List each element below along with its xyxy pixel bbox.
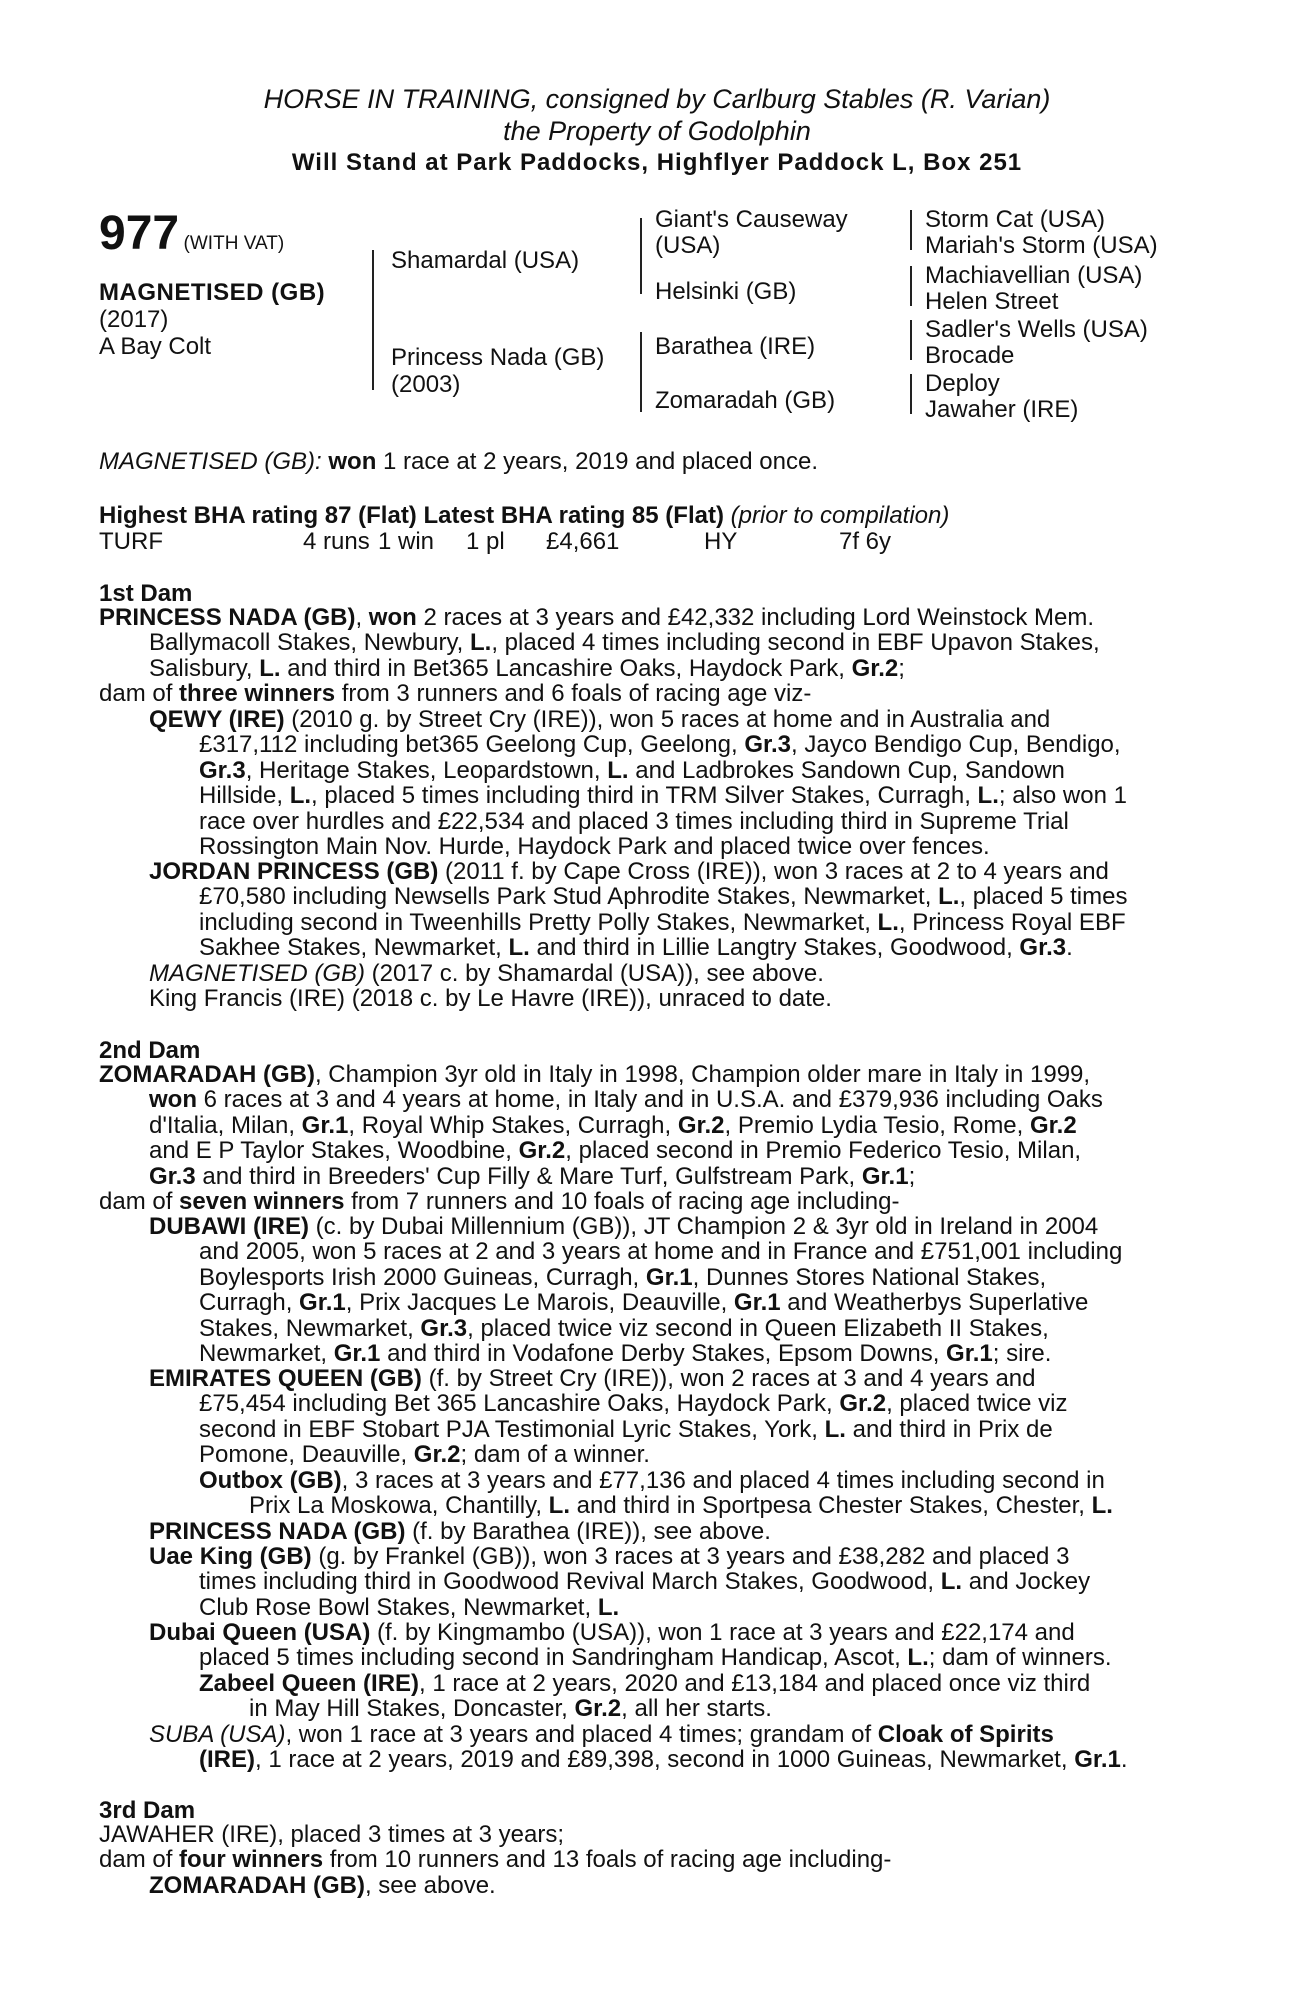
horse-description: A Bay Colt <box>99 333 212 360</box>
bracket-sire <box>640 218 642 294</box>
gen3-8: Jawaher (IRE) <box>925 396 1079 423</box>
property-line: the Property of Godolphin <box>503 116 811 146</box>
consignment-line: HORSE IN TRAINING, consigned by Carlburg Stables (R. Varian) <box>263 84 1051 114</box>
dam-sire: Barathea (IRE) <box>655 333 816 360</box>
gen3-5: Sadler's Wells (USA) <box>925 316 1148 343</box>
second-dam-entry: ZOMARADAH (GB), Champion 3yr old in Italy in 1998, Champion older mare in Italy in 1999, won 6 races at 3 and 4 years at home, in Italy and in U.S.A. and £379,936 including Oaks d'Italia, Milan, Gr.1, Royal Whip Stakes, Curragh, Gr.2, Premio Lydia Tesio, Rome, Gr.2 and E P Taylor Stakes, Woodbine, Gr.2, placed second in Premio Federico Tesio, Milan, Gr.3 and third in Breeders' Cup Filly & Mare Turf, Gulfstream Park, Gr.1; dam of seven winners from 7 runners and 10 foals of racing age including- <box>99 1061 1103 1216</box>
third-dam-entry: JAWAHER (IRE), placed 3 times at 3 years; dam of four winners from 10 runners and 13 foals of racing age including- <box>99 1821 892 1874</box>
race-summary: MAGNETISED (GB): won 1 race at 2 years, 2019 and placed once. <box>99 448 818 475</box>
offspring-jordan-princess: JORDAN PRINCESS (GB) (2011 f. by Cape Cross (IRE)), won 3 races at 2 to 4 years and £70,580 including Newsells Park Stud Aphrodite Stakes, Newmarket, L., placed 5 times including second in Tweenhills Pretty Polly Stakes, Newmarket, L., Princess Royal EBF Sakhee Stakes, Newmarket, L. and third in Lillie Langtry Stakes, Goodwood, Gr.3. <box>149 858 1128 962</box>
sire-dam: Helsinki (GB) <box>655 278 797 305</box>
offspring-princess-nada: PRINCESS NADA (GB) (f. by Barathea (IRE)), see above. <box>149 1518 771 1545</box>
horse-name: MAGNETISED (GB) <box>99 279 326 306</box>
gen3-2: Mariah's Storm (USA) <box>925 232 1158 259</box>
dam-dam: Zomaradah (GB) <box>655 387 836 414</box>
offspring-emirates-queen: EMIRATES QUEEN (GB) (f. by Street Cry (IRE)), won 2 races at 3 and 4 years and £75,454 including Bet 365 Lancashire Oaks, Haydock Park, Gr.2, placed twice viz second in EBF Stobart PJA Testimonial Lyric Stakes, York, L. and third in Prix de Pomone, Deauville, Gr.2; dam of a winner. <box>149 1365 1068 1469</box>
gen3-7: Deploy <box>925 370 1000 397</box>
offspring-qewy: QEWY (IRE) (2010 g. by Street Cry (IRE)), won 5 races at home and in Australia and £317,112 including bet365 Geelong Cup, Geelong, Gr.3, Jayco Bendigo Cup, Bendigo, Gr.3, Heritage Stakes, Leopardstown, L. and Ladbrokes Sandown Cup, Sandown Hillside, L., placed 5 times including third in TRM Silver Stakes, Curragh, L.; also won 1 race over hurdles and £22,534 and placed 3 times including third in Supreme Trial Rossington Main Nov. Hurde, Haydock Park and placed twice over fences. <box>149 706 1127 861</box>
second-dam-heading: 2nd Dam <box>99 1037 201 1064</box>
offspring-zomaradah: ZOMARADAH (GB), see above. <box>149 1872 496 1899</box>
first-dam-entry: PRINCESS NADA (GB), won 2 races at 3 years and £42,332 including Lord Weinstock Mem. Ballymacoll Stakes, Newbury, L., placed 4 times including second in EBF Upavon Stakes, Salisbury, L. and third in Bet365 Lancashire Oaks, Haydock Park, Gr.2; dam of three winners from 3 runners and 6 foals of racing age viz- <box>99 604 1100 708</box>
bracket-dam <box>640 332 642 412</box>
sire-sire: Giant's Causeway <box>655 206 848 233</box>
gen3-1: Storm Cat (USA) <box>925 206 1106 233</box>
dam-year: (2003) <box>391 371 461 398</box>
offspring-zabeel-queen: Zabeel Queen (IRE), 1 race at 2 years, 2020 and £13,184 and placed once viz third in May Hill Stakes, Doncaster, Gr.2, all her starts. <box>199 1670 1091 1723</box>
gen3-3: Machiavellian (USA) <box>925 262 1143 289</box>
lot-number-block <box>99 206 284 261</box>
location-line: Will Stand at Park Paddocks, Highflyer Paddock L, Box 251 <box>291 149 1023 176</box>
gen3-6: Brocade <box>925 342 1015 369</box>
offspring-dubai-queen: Dubai Queen (USA) (f. by Kingmambo (USA)), won 1 race at 3 years and £22,174 and placed 5 times including second in Sandringham Handicap, Ascot, L.; dam of winners. <box>149 1619 1112 1672</box>
lot-number: 977 <box>99 207 180 260</box>
catalogue-page: HORSE IN TRAINING, consigned by Carlburg Stables (R. Varian) the Property of Godolphin Will Stand at Park Paddocks, Highflyer Paddock L, Box 251 977 (WITH VAT) MAGNETISED (GB) (2017) A Bay Colt Shamardal (USA) Princess Nada (GB) (2003) Giant's Causeway (USA) Helsinki (GB) Barathea (IRE) Zomaradah (GB) Storm Cat (USA) Mariah's Storm (USA) Machiavellian (USA) Helen Street Sadler's Wells (USA) Brocade Deploy Jawaher (IRE) MAGNETISED (GB): won 1 race at 2 years, 2019 and placed once. Highest BHA rating 87 (Flat) Latest BHA rating 85 (Flat) (prior to compilation) TURF 4 runs 1 win 1 pl £4,661 HY 7f 6y 1st Dam PRINCESS NADA (GB), won 2 races at 3 years and £42,332 including Lord Weinstock Mem. Ballymacoll Stakes, Newbury, L., placed 4 times including second in EBF Upavon Stakes, Salisbury, L. and third in Bet365 Lancashire Oaks, Haydock Park, Gr.2; dam of three winners from 3 runners and 6 foals of racing age viz- QEWY (IRE) (2010 g. by Street Cry (IRE)), won 5 races at home and in Australia and £317,112 including bet365 Geelong Cup, Geelong, Gr.3, Jayco Bendigo Cup, Bendigo, Gr.3, Heritage Stakes, Leopardstown, L. and Ladbrokes Sandown Cup, Sandown Hillside, L., placed 5 times including third in TRM Silver Stakes, Curragh, L.; also won 1 race over hurdles and £22,534 and placed 3 times including third in Supreme Trial Rossington Main Nov. Hurde, Haydock Park and placed twice over fences. JORDAN PRINCESS (GB) (2011 f. by Cape Cross (IRE)), won 3 races at 2 to 4 years and £70,580 including Newsells Park Stud Aphrodite Stakes, Newmarket, L., placed 5 times including second in Tweenhills Pretty Polly Stakes, Newmarket, L., Princess Royal EBF Sakhee Stakes, Newmarket, L. and third in Lillie Langtry Stakes, Goodwood, Gr.3. MAGNETISED (GB) (2017 c. by Shamardal (USA)), see above. King Francis (IRE) (2018 c. by Le Havre (IRE)), unraced to date. 2nd Dam ZOMARADAH (GB), Champion 3yr old in Italy in 1998, Champion older mare in Italy in 1999, won 6 races at 3 and 4 years at home, in Italy and in U.S.A. and £379,936 including Oaks d'Italia, Milan, Gr.1, Royal Whip Stakes, Curragh, Gr.2, Premio Lydia Tesio, Rome, Gr.2 and E P Taylor Stakes, Woodbine, Gr.2, placed second in Premio Federico Tesio, Milan, Gr.3 and third in Breeders' Cup Filly & Mare Turf, Gulfstream Park, Gr.1; dam of seven winners from 7 runners and 10 foals of racing age including- DUBAWI (IRE) (c. by Dubai Millennium (GB)), JT Champion 2 & 3yr old in Ireland in 2004 and 2005, won 5 races at 2 and 3 years at home and in France and £751,001 including Boylesports Irish 2000 Guineas, Curragh, Gr.1, Dunnes Stores National Stakes, Curragh, Gr.1, Prix Jacques Le Marois, Deauville, Gr.1 and Weatherbys Superlative Stakes, Newmarket, Gr.3, placed twice viz second in Queen Elizabeth II Stakes, Newmarket, Gr.1 and third in Vodafone Derby Stakes, Epsom Downs, Gr.1; sire. EMIRATES QUEEN (GB) (f. by Street Cry (IRE)), won 2 races at 3 and 4 years and £75,454 including Bet 365 Lancashire Oaks, Haydock Park, Gr.2, placed twice viz second in EBF Stobart PJA Testimonial Lyric Stakes, York, L. and third in Prix de Pomone, Deauville, Gr.2; dam of a winner. Outbox (GB), 3 races at 3 years and £77,136 and placed 4 times including second in Prix La Moskowa, Chantilly, L. and third in Sportpesa Chester Stakes, Chester, L. PRINCESS NADA (GB) (f. by Barathea (IRE)), see above. Uae King (GB) (g. by Frankel (GB)), won 3 races at 3 years and £38,282 and placed 3 times including third in Goodwood Revival March Stakes, Goodwood, L. and Jockey Club Rose Bowl Stakes, Newmarket, L. Dubai Queen (USA) (f. by Kingmambo (USA)), won 1 race at 3 years and £22,174 and placed 5 times including second in Sandringham Handicap, Ascot, L.; dam of winners. Zabeel Queen (IRE), 1 race at 2 years, 2020 and £13,184 and placed once viz third in May Hill Stakes, Doncaster, Gr.2, all her starts. SUBA (USA), won 1 race at 3 years and placed 4 times; grandam of Cloak of Spirits (IRE), 1 race at 2 years, 2019 and £89,398, second in 1000 Guineas, Newmarket, Gr.1. 3rd Dam JAWAHER (IRE), placed 3 times at 3 years; dam of four winners from 10 runners and 13 foals of racing age including- ZOMARADAH (GB), see above. <box>0 0 1314 2000</box>
foaling-year: (2017) <box>99 306 169 333</box>
vat-note: (WITH VAT) <box>183 233 285 254</box>
offspring-suba: SUBA (USA), won 1 race at 3 years and placed 4 times; grandam of Cloak of Spirits (IRE), 1 race at 2 years, 2019 and £89,398, second in 1000 Guineas, Newmarket, Gr.1. <box>149 1721 1128 1774</box>
sire-sire-country: (USA) <box>655 232 721 259</box>
bha-rating: Highest BHA rating 87 (Flat) Latest BHA rating 85 (Flat) (prior to compilation) <box>99 502 950 529</box>
dam-name: Princess Nada (GB) <box>391 344 605 371</box>
offspring-magnetised: MAGNETISED (GB) (2017 c. by Shamardal (USA)), see above. King Francis (IRE) (2018 c. by Le Havre (IRE)), unraced to date. <box>149 960 832 1013</box>
third-dam-heading: 3rd Dam <box>99 1797 196 1824</box>
offspring-outbox: Outbox (GB), 3 races at 3 years and £77,136 and placed 4 times including second in Prix La Moskowa, Chantilly, L. and third in Sportpesa Chester Stakes, Chester, L. <box>199 1467 1113 1520</box>
gen3-4: Helen Street <box>925 288 1059 315</box>
offspring-dubawi: DUBAWI (IRE) (c. by Dubai Millennium (GB)), JT Champion 2 & 3yr old in Ireland in 2004 and 2005, won 5 races at 2 and 3 years at home and in France and £751,001 including Boylesports Irish 2000 Guineas, Curragh, Gr.1, Dunnes Stores National Stakes, Curragh, Gr.1, Prix Jacques Le Marois, Deauville, Gr.1 and Weatherbys Superlative Stakes, Newmarket, Gr.3, placed twice viz second in Queen Elizabeth II Stakes, Newmarket, Gr.1 and third in Vodafone Derby Stakes, Epsom Downs, Gr.1; sire. <box>149 1213 1123 1368</box>
sire-name: Shamardal (USA) <box>391 247 580 274</box>
first-dam-heading: 1st Dam <box>99 580 193 607</box>
offspring-uae-king: Uae King (GB) (g. by Frankel (GB)), won 3 races at 3 years and £38,282 and placed 3 times including third in Goodwood Revival March Stakes, Goodwood, L. and Jockey Club Rose Bowl Stakes, Newmarket, L. <box>149 1543 1091 1621</box>
bracket-main <box>372 250 374 390</box>
